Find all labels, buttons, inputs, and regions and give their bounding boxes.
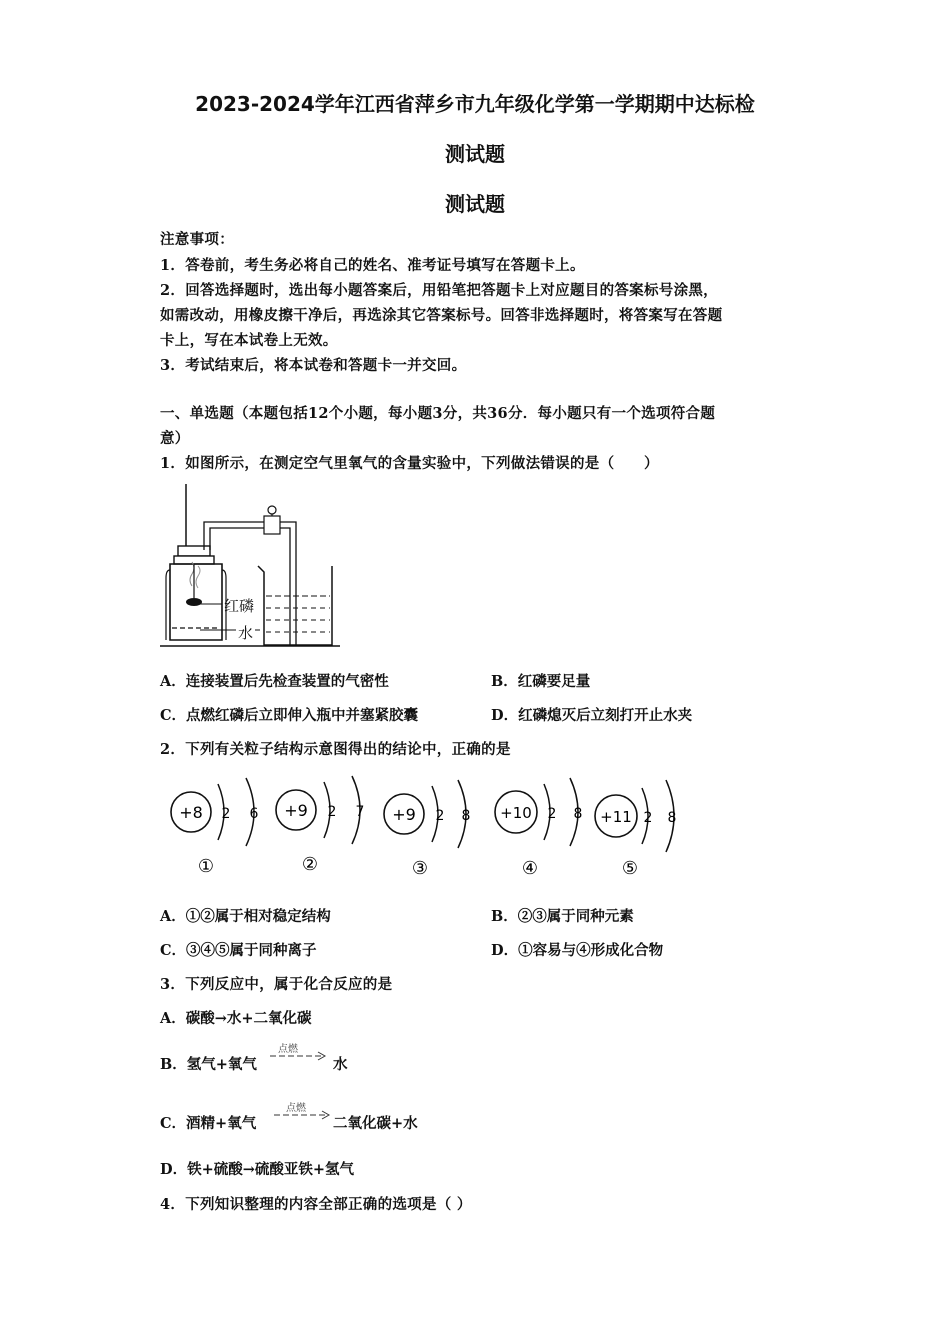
- q1-label-phosphorus: 红磷: [224, 597, 255, 615]
- atom-3-shell-1: 2: [435, 808, 445, 824]
- atom-2-tag: ②: [301, 854, 319, 875]
- q3-option-c-right[interactable]: 二氧化碳+水: [333, 1115, 418, 1132]
- section-heading-a: 一、单选题（本题包括12个小题，每小题3分，共36分．每小题只有一个选项符合题: [160, 405, 716, 422]
- atom-4-shell-1: 2: [547, 806, 557, 822]
- q3-option-b-left[interactable]: B．氢气+氧气: [160, 1056, 257, 1073]
- q3-option-b-condition: 点燃: [278, 1044, 298, 1055]
- atom-3-shell-2: 8: [461, 808, 471, 824]
- notice-heading: 注意事项：: [160, 231, 234, 248]
- q3-stem: 3．下列反应中，属于化合反应的是: [160, 976, 393, 993]
- atom-1-shell-2: 6: [249, 806, 259, 822]
- atom-4-nucleus: +10: [500, 804, 532, 822]
- q2-option-c[interactable]: C．③④⑤属于同种离子: [160, 942, 317, 959]
- atom-1-shell-1: 2: [221, 806, 231, 822]
- q2-stem: 2．下列有关粒子结构示意图得出的结论中，正确的是: [160, 741, 511, 758]
- atom-diagram-3: [384, 780, 470, 879]
- q1-stem: 1．如图所示，在测定空气里氧气的含量实验中，下列做法错误的是（ ）: [160, 455, 659, 472]
- atom-diagram-2: [276, 776, 364, 875]
- section-heading-b: 意）: [160, 430, 190, 447]
- atom-5-tag: ⑤: [621, 858, 639, 879]
- q2-option-b[interactable]: B．②③属于同种元素: [491, 908, 634, 925]
- notice-item-3: 3．考试结束后，将本试卷和答题卡一并交回。: [160, 357, 467, 374]
- atom-5-shell-1: 2: [643, 810, 653, 826]
- q3-option-c-left[interactable]: C．酒精+氧气: [160, 1115, 257, 1132]
- atom-2-shell-1: 2: [327, 804, 337, 820]
- q2-option-a[interactable]: A．①②属于相对稳定结构: [160, 908, 331, 925]
- notice-item-2b: 如需改动，用橡皮擦干净后，再选涂其它答案标号。回答非选择题时，将答案写在答题: [160, 307, 723, 324]
- q3-option-a[interactable]: A．碳酸→水+二氧化碳: [160, 1010, 312, 1027]
- exam-title-line3: 测试题: [445, 192, 505, 216]
- atom-1-tag: ①: [197, 856, 215, 877]
- atom-2-nucleus: +9: [284, 801, 308, 820]
- atom-3-tag: ③: [411, 858, 429, 879]
- q4-stem: 4．下列知识整理的内容全部正确的选项是（ ）: [160, 1196, 472, 1213]
- q3-option-c-arrow: [272, 1109, 332, 1121]
- atom-4-tag: ④: [521, 858, 539, 879]
- q1-option-d[interactable]: D．红磷熄灭后立刻打开止水夹: [491, 707, 693, 724]
- notice-item-2c: 卡上，写在本试卷上无效。: [160, 332, 338, 349]
- atom-1-nucleus: +8: [179, 803, 203, 822]
- atom-4-shell-2: 8: [573, 806, 583, 822]
- atom-diagram-4: [495, 778, 582, 879]
- notice-item-2a: 2．回答选择题时，选出每小题答案后，用铅笔把答题卡上对应题目的答案标号涂黑，: [160, 282, 718, 299]
- atom-5-shell-2: 8: [667, 810, 677, 826]
- atom-diagram-1: [171, 778, 259, 877]
- exam-title-line2: 测试题: [445, 142, 505, 166]
- q3-option-d[interactable]: D．铁+硫酸→硫酸亚铁+氢气: [160, 1161, 355, 1178]
- q1-option-c[interactable]: C．点燃红磷后立即伸入瓶中并塞紧胶囊: [160, 707, 419, 724]
- q3-option-b-right[interactable]: 水: [333, 1056, 348, 1073]
- q1-option-a[interactable]: A．连接装置后先检查装置的气密性: [160, 673, 389, 690]
- atom-2-shell-2: 7: [355, 804, 365, 820]
- exam-title-line1: 2023-2024学年江西省萍乡市九年级化学第一学期期中达标检: [195, 92, 755, 116]
- q3-option-c-condition: 点燃: [286, 1103, 306, 1114]
- atom-3-nucleus: +9: [392, 805, 416, 824]
- q1-option-b[interactable]: B．红磷要足量: [491, 673, 591, 690]
- notice-item-1: 1．答卷前，考生务必将自己的姓名、准考证号填写在答题卡上。: [160, 257, 585, 274]
- q2-particle-diagrams: [160, 772, 690, 882]
- atom-5-nucleus: +11: [600, 808, 632, 826]
- q2-option-d[interactable]: D．①容易与④形成化合物: [491, 942, 664, 959]
- q1-label-water: 水: [238, 624, 254, 642]
- atom-diagram-5: [595, 780, 676, 879]
- q3-option-b-arrow: [268, 1050, 328, 1062]
